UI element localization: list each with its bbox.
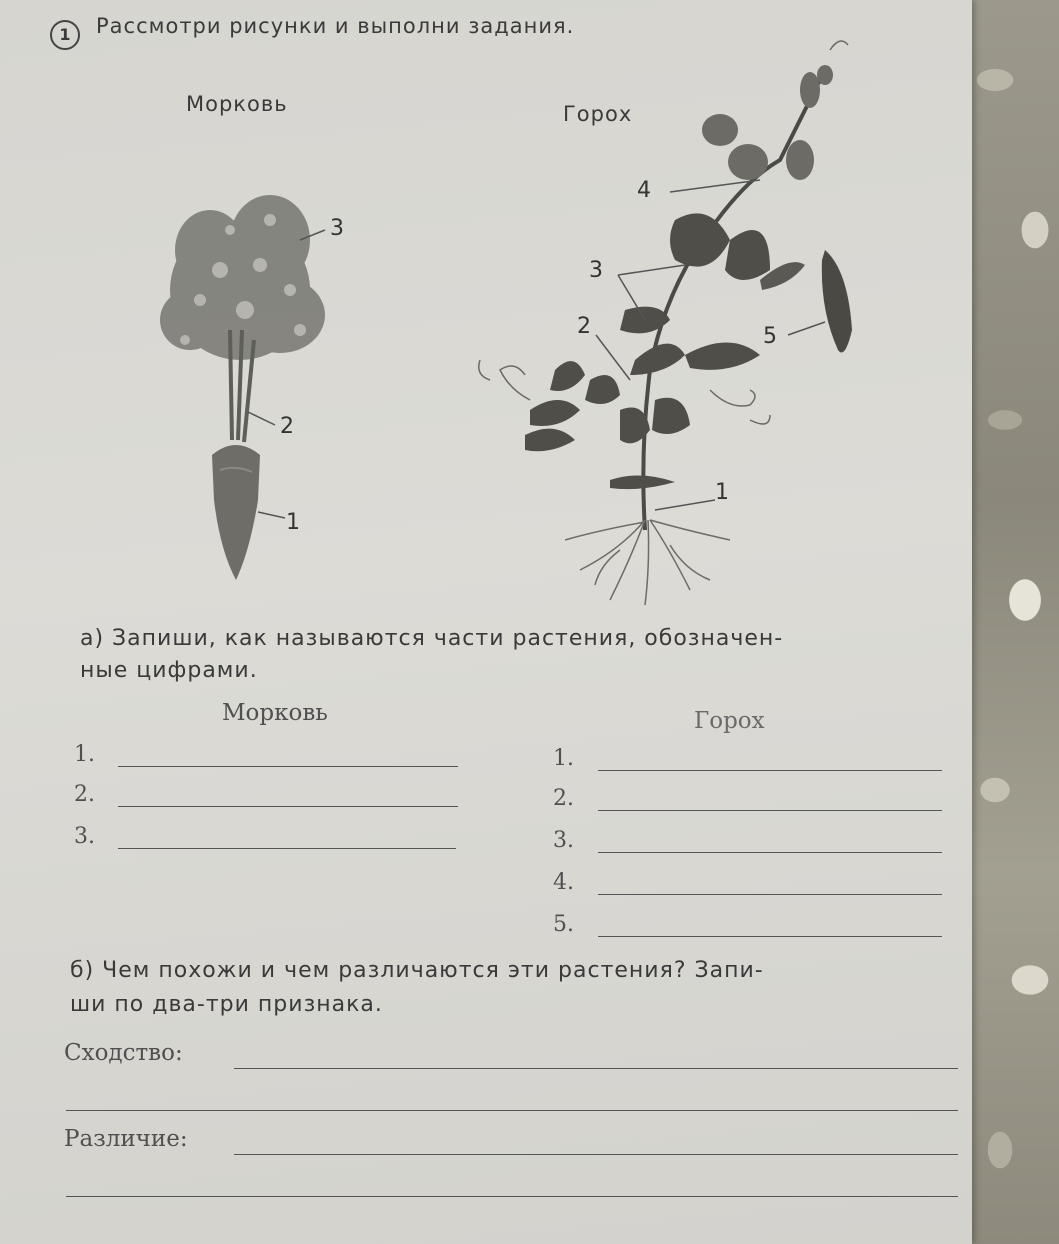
pea-answer-line-5[interactable] <box>598 936 942 937</box>
task-a-text-line1: а) Запиши, как называются части растения, обозначен- <box>80 626 784 651</box>
difference-answer-line-2[interactable] <box>66 1196 958 1197</box>
pea-label-5: 5 <box>763 324 777 349</box>
pea-answer-line-1[interactable] <box>598 770 942 771</box>
carrot-label-2: 2 <box>280 414 294 439</box>
carrot-item-3: 3. <box>74 824 95 849</box>
difference-answer-line-1[interactable] <box>234 1154 958 1155</box>
pea-item-4: 4. <box>553 870 574 895</box>
pea-answer-line-4[interactable] <box>598 894 942 895</box>
carrot-column-title: Морковь <box>222 700 328 726</box>
carrot-label-3: 3 <box>330 216 344 241</box>
similarity-label: Сходство: <box>64 1040 183 1066</box>
carrot-answer-line-2[interactable] <box>118 806 458 807</box>
pea-column-title: Горох <box>694 708 765 734</box>
carrot-figure-title: Морковь <box>186 92 288 116</box>
pea-answer-line-3[interactable] <box>598 852 942 853</box>
task-a-text-line2: ные цифрами. <box>80 658 258 683</box>
carrot-item-2: 2. <box>74 782 95 807</box>
similarity-answer-line-2[interactable] <box>66 1110 958 1111</box>
task-number-icon: 1 <box>50 20 80 50</box>
pea-item-5: 5. <box>553 912 574 937</box>
pea-label-3: 3 <box>589 258 603 283</box>
task-b-text-line1: б) Чем похожи и чем различаются эти растения? Запи- <box>70 958 764 983</box>
adjacent-page-strip <box>965 0 1059 1244</box>
pea-item-2: 2. <box>553 786 574 811</box>
carrot-answer-line-1[interactable] <box>118 766 458 767</box>
carrot-answer-line-3[interactable] <box>118 848 456 849</box>
difference-label: Различие: <box>64 1126 188 1152</box>
pea-label-2: 2 <box>577 314 591 339</box>
pea-plant-illustration <box>470 30 870 610</box>
carrot-label-1: 1 <box>286 510 300 535</box>
task-b-text-line2: ши по два-три признака. <box>70 992 383 1017</box>
pea-figure-title: Горох <box>563 102 633 126</box>
carrot-item-1: 1. <box>74 742 95 767</box>
similarity-answer-line-1[interactable] <box>234 1068 958 1069</box>
pea-item-3: 3. <box>553 828 574 853</box>
carrot-illustration <box>150 180 370 590</box>
pea-label-1: 1 <box>715 480 729 505</box>
task-instruction: Рассмотри рисунки и выполни задания. <box>96 14 575 38</box>
pea-label-4: 4 <box>637 178 651 203</box>
pea-item-1: 1. <box>553 746 574 771</box>
pea-answer-line-2[interactable] <box>598 810 942 811</box>
